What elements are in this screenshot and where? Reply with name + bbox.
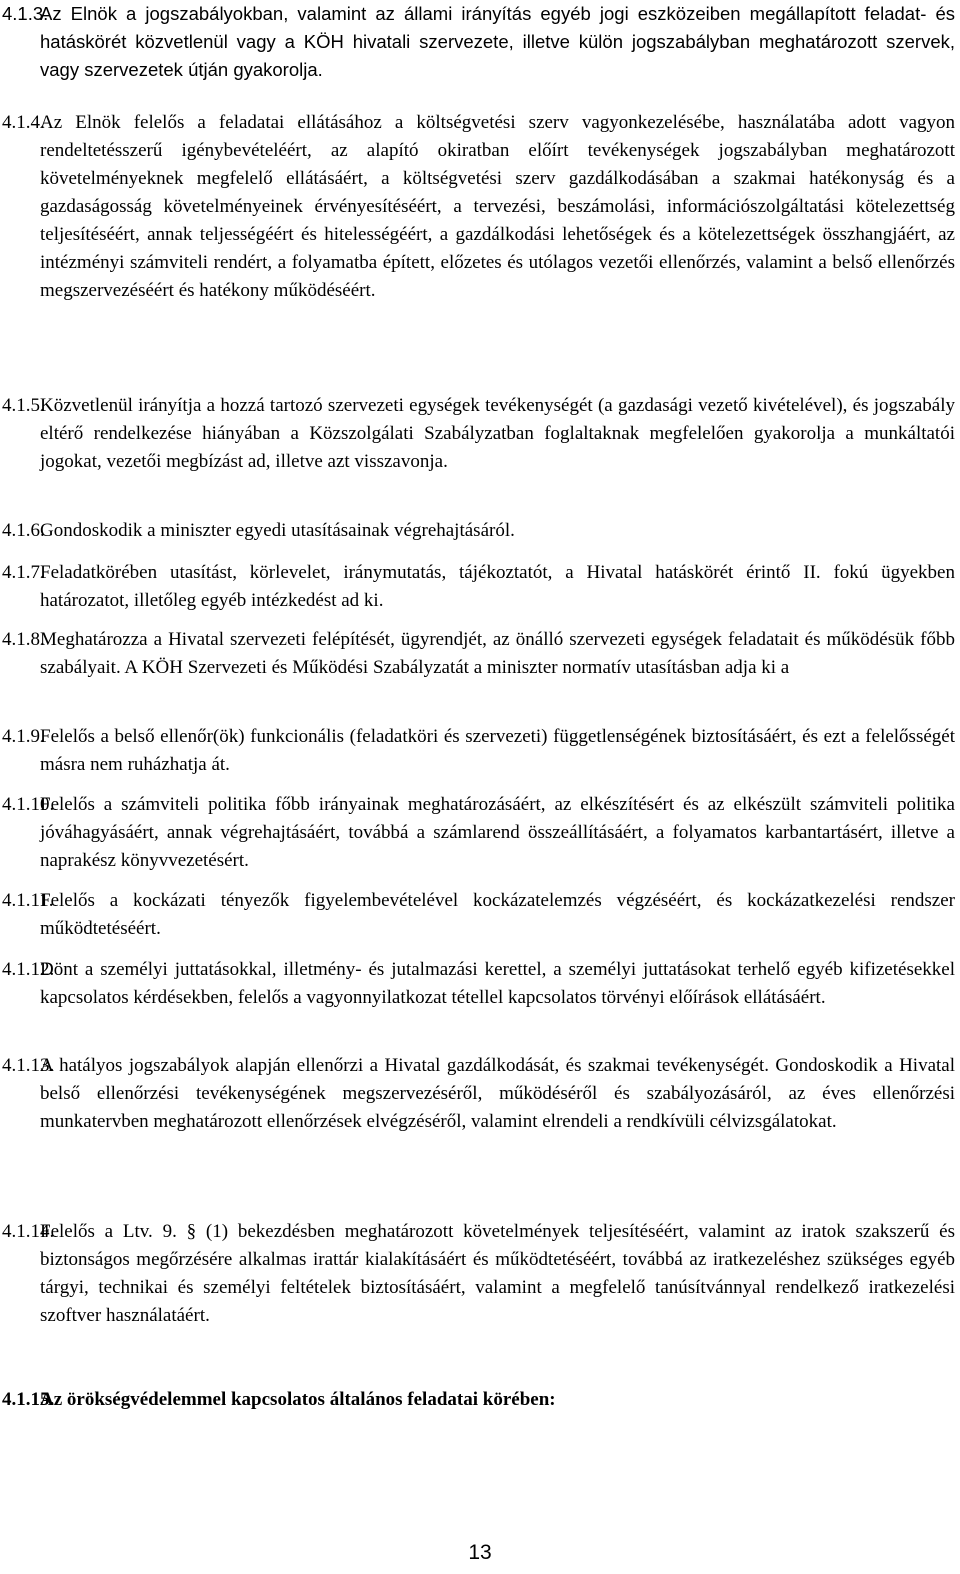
- paragraph-4-1-13: [2, 1052, 955, 1136]
- paragraph-number: 4.1.11.: [2, 890, 54, 911]
- section-heading: Az örökségvédelemmel kapcsolatos általános feladatai körében:: [40, 1389, 556, 1410]
- paragraph-text: Az Elnök a jogszabályokban, valamint az állami irányítás egyéb jogi eszközeiben megállapított feladat- és hatáskörét közvetlenül vagy a KÖH hivatali szervezete, illetve külön jogszabályban meghatározott szervek, vagy szervezetek útján gyakorolja.: [40, 3, 955, 80]
- paragraph-text: Feladatkörében utasítást, körlevelet, iránymutatás, tájékoztatót, a Hivatal hatáskörét érintő II. fokú ügyekben határozatot, illetőleg egyéb intézkedést ad ki.: [40, 562, 955, 611]
- paragraph-4-1-6: [2, 517, 955, 545]
- paragraph-4-1-15: [2, 1386, 955, 1414]
- paragraph-number: 4.1.8.: [2, 629, 45, 650]
- paragraph-number: 4.1.5.: [2, 395, 45, 416]
- paragraph-number: 4.1.10.: [2, 794, 55, 815]
- paragraph-text: Dönt a személyi juttatásokkal, illetmény- és jutalmazási kerettel, a személyi juttatásokat terhelő egyéb kifizetésekkel kapcsolatos kérdésekben, felelős a vagyonnyilatkozat tétellel kapcsolatos törvényi előírások ellátásáért.: [40, 959, 955, 1008]
- paragraph-text: Felelős a kockázati tényezők figyelembevételével kockázatelemzés végzéséért, és kockázatkezelési rendszer működtetéséért.: [40, 890, 955, 939]
- paragraph-number: 4.1.15.: [2, 1389, 55, 1410]
- paragraph-number: 4.1.7.: [2, 562, 45, 583]
- paragraph-4-1-10: [2, 791, 955, 875]
- paragraph-text: A hatályos jogszabályok alapján ellenőrzi a Hivatal gazdálkodását, és szakmai tevékenységét. Gondoskodik a Hivatal belső ellenőrzési tevékenységének megszervezéséről, működéséről és szabályozásáról, az éves ellenőrzési munkatervben meghatározott ellenőrzések elvégzéséről, valamint elrendeli a rendkívüli célvizsgálatokat.: [40, 1055, 955, 1132]
- paragraph-4-1-11: [2, 887, 955, 943]
- paragraph-number: 4.1.6.: [2, 520, 45, 541]
- paragraph-number: 4.1.3.: [2, 3, 49, 24]
- paragraph-text: Az Elnök felelős a feladatai ellátásához a költségvetési szerv vagyonkezelésébe, használatába adott vagyon rendeltetésszerű igénybevételéért, az alapító okiratban előírt tevékenységek jogszabályban meghatározott követelményeknek megfelelő ellátásáért, a költségvetési szerv gazdálkodásában a szakmai hatékonyság és a gazdaságosság követelményeinek érvényesítéséért, a tervezési, beszámolási, információszolgáltatási kötelezettség teljesítéséért, annak teljességéért és hitelességéért, a gazdálkodási lehetőségek és a kötelezettségek összhangjáért, az intézményi számviteli rendért, a folyamatba épített, előzetes és utólagos vezetői ellenőrzés, valamint a belső ellenőrzés megszervezéséért és hatékony működéséért.: [40, 112, 955, 301]
- paragraph-4-1-3: [2, 0, 955, 84]
- paragraph-number: 4.1.13.: [2, 1055, 55, 1076]
- paragraph-4-1-14: [2, 1218, 955, 1330]
- paragraph-number: 4.1.12.: [2, 959, 55, 980]
- paragraph-text: Felelős a belső ellenőr(ök) funkcionális (feladatköri és szervezeti) függetlenségének biztosításáért, és ezt a felelősségét másra nem ruházhatja át.: [40, 726, 955, 775]
- paragraph-4-1-9: [2, 723, 955, 779]
- paragraph-number: 4.1.14.: [2, 1221, 55, 1242]
- paragraph-text: Felelős a Ltv. 9. § (1) bekezdésben meghatározott követelmények teljesítéséért, valamint az iratok szakszerű és biztonságos megőrzésére alkalmas irattár kialakításáért és működtetéséért, továbbá az iratkezeléshez szükséges egyéb tárgyi, technikai és személyi feltételek biztosításáért, valamint a megfelelő tanúsítvánnyal rendelkező iratkezelési szoftver használatáért.: [40, 1221, 955, 1326]
- paragraph-4-1-7: [2, 559, 955, 615]
- paragraph-number: 4.1.9.: [2, 726, 45, 747]
- paragraph-4-1-4: [2, 109, 955, 305]
- paragraph-text: Közvetlenül irányítja a hozzá tartozó szervezeti egységek tevékenységét (a gazdasági vezető kivételével), és jogszabály eltérő rendelkezése hiányában a Közszolgálati Szabályzatban foglaltaknak megfelelően gyakorolja a munkáltatói jogokat, vezetői megbízást ad, illetve azt visszavonja.: [40, 395, 955, 472]
- page-number: 13: [468, 1541, 492, 1564]
- paragraph-text: Meghatározza a Hivatal szervezeti felépítését, ügyrendjét, az önálló szervezeti egységek feladatait és működésük főbb szabályait. A KÖH Szervezeti és Működési Szabályzatát a miniszter normatív utasításban adja ki a: [40, 629, 955, 678]
- paragraph-text: Gondoskodik a miniszter egyedi utasításainak végrehajtásáról.: [40, 520, 515, 541]
- paragraph-4-1-8: [2, 626, 955, 682]
- paragraph-text: Felelős a számviteli politika főbb irányainak meghatározásáért, az elkészítésért és az elkészült számviteli politika jóváhagyásáért, annak végrehajtásáért, továbbá a számlarend összeállításáért, a folyamatos karbantartásért, illetve a naprakész könyvvezetésért.: [40, 794, 955, 871]
- paragraph-4-1-5: [2, 392, 955, 476]
- paragraph-number: 4.1.4.: [2, 112, 45, 133]
- paragraph-4-1-12: [2, 956, 955, 1012]
